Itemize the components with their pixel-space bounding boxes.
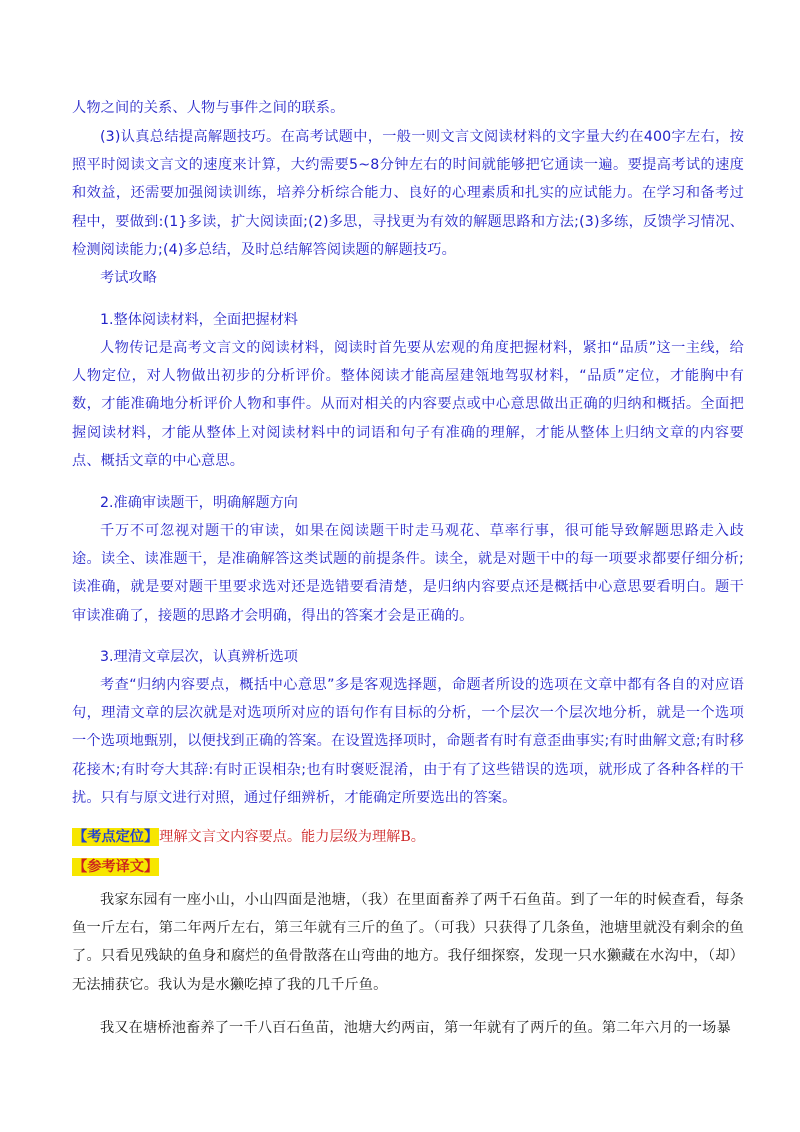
heading-strategy-3: 3.理清文章层次，认真辨析选项 xyxy=(100,649,298,665)
paragraph-relations: 人物之间的关系、人物与事件之间的联系。 xyxy=(72,100,345,116)
paragraph-skills: (3)认真总结提高解题技巧。在高考试题中，一般一则文言文阅读材料的文字量大约在400字左右，按照平时阅读文言文的速度来计算，大约需要5~8分钟左右的时间就能够把它通读一遍。要提高考试的速度和效益，还需要加强阅读训练，培养分析综合能力、良好的心理素质和扎实的应试能力。在学习和备考过程中，要做到:(1}多读，扩大阅读面;(2)多思，寻找更为有效的解题思路和方法;(3)多练，反馈学习情况、检测阅读能力;(4)多总结，及时总结解答阅读题的解题技巧。 xyxy=(72,129,744,258)
translation-paragraph-2: 我又在塘桥池畜养了一千八百石鱼苗，池塘大约两亩，第一年就有了两斤的鱼。第二年六月的一场暴 xyxy=(100,1020,731,1036)
translation-paragraph-1: 我家东园有一座小山，小山四面是池塘，（我）在里面畜养了两千石鱼苗。到了一年的时候查看，每条鱼一斤左右，第二年两斤左右，第三年就有三斤的鱼了。（可我）只获得了几条鱼，池塘里就没有剩余的鱼了。只看见残缺的鱼身和腐烂的鱼骨散落在山弯曲的地方。我仔细探察，发现一只水獭藏在水沟中，（却）无法捕获它。我认为是水獭吃掉了我的几千斤鱼。 xyxy=(72,892,744,993)
heading-strategy-1: 1.整体阅读材料，全面把握材料 xyxy=(100,312,298,328)
kaodian-text: 理解文言文内容要点。能力层级为理解B。 xyxy=(159,829,425,845)
kaodian-row xyxy=(72,826,425,848)
cankao-row xyxy=(72,856,159,878)
paragraph-strategy-3: 考查“归纳内容要点，概括中心意思”多是客观选择题，命题者所设的选项在文章中都有各自的对应语句，理清文章的层次就是对选项所对应的语句作有目标的分析，一个层次一个层次地分析，就是一个选项一个选项地甄别，以便找到正确的答案。在设置选择项时，命题者有时有意歪曲事实;有时曲解文意;有时移花接木;有时夸大其辞:有时正误相杂;也有时褒贬混淆，由于有了这些错误的选项，就形成了各种各样的干扰。只有与原文进行对照，通过仔细辨析，才能确定所要选出的答案。 xyxy=(72,677,744,806)
heading-strategy-2: 2.准确审读题干，明确解题方向 xyxy=(100,495,298,511)
paragraph-strategy-2: 千万不可忽视对题干的审读，如果在阅读题干时走马观花、草率行事，很可能导致解题思路走入歧途。读全、读准题干，是准确解答这类试题的前提条件。读全，就是对题干中的每一项要求都要仔细分析;读准确，就是要对题干里要求选对还是选错要看清楚，是归纳内容要点还是概括中心意思要看明白。题干审读准确了，接题的思路才会明确，得出的答案才会是正确的。 xyxy=(72,523,744,624)
kaodian-tag: 【考点定位】 xyxy=(73,829,159,845)
heading-exam-strategy: 考试攻略 xyxy=(100,270,157,286)
paragraph-strategy-1: 人物传记是高考文言文的阅读材料，阅读时首先要从宏观的角度把握材料，紧扣“品质”这一主线，给人物定位，对人物做出初步的分析评价。整体阅读才能高屋建瓴地驾驭材料，“品质”定位，才能胸中有数，才能准确地分析评价人物和事件。从而对相关的内容要点或中心意思做出正确的归纳和概括。全面把握阅读材料，才能从整体上对阅读材料中的词语和句子有准确的理解，才能从整体上归纳文章的内容要点、概括文章的中心意思。 xyxy=(72,340,744,469)
cankao-tag: 【参考译文】 xyxy=(73,859,159,875)
